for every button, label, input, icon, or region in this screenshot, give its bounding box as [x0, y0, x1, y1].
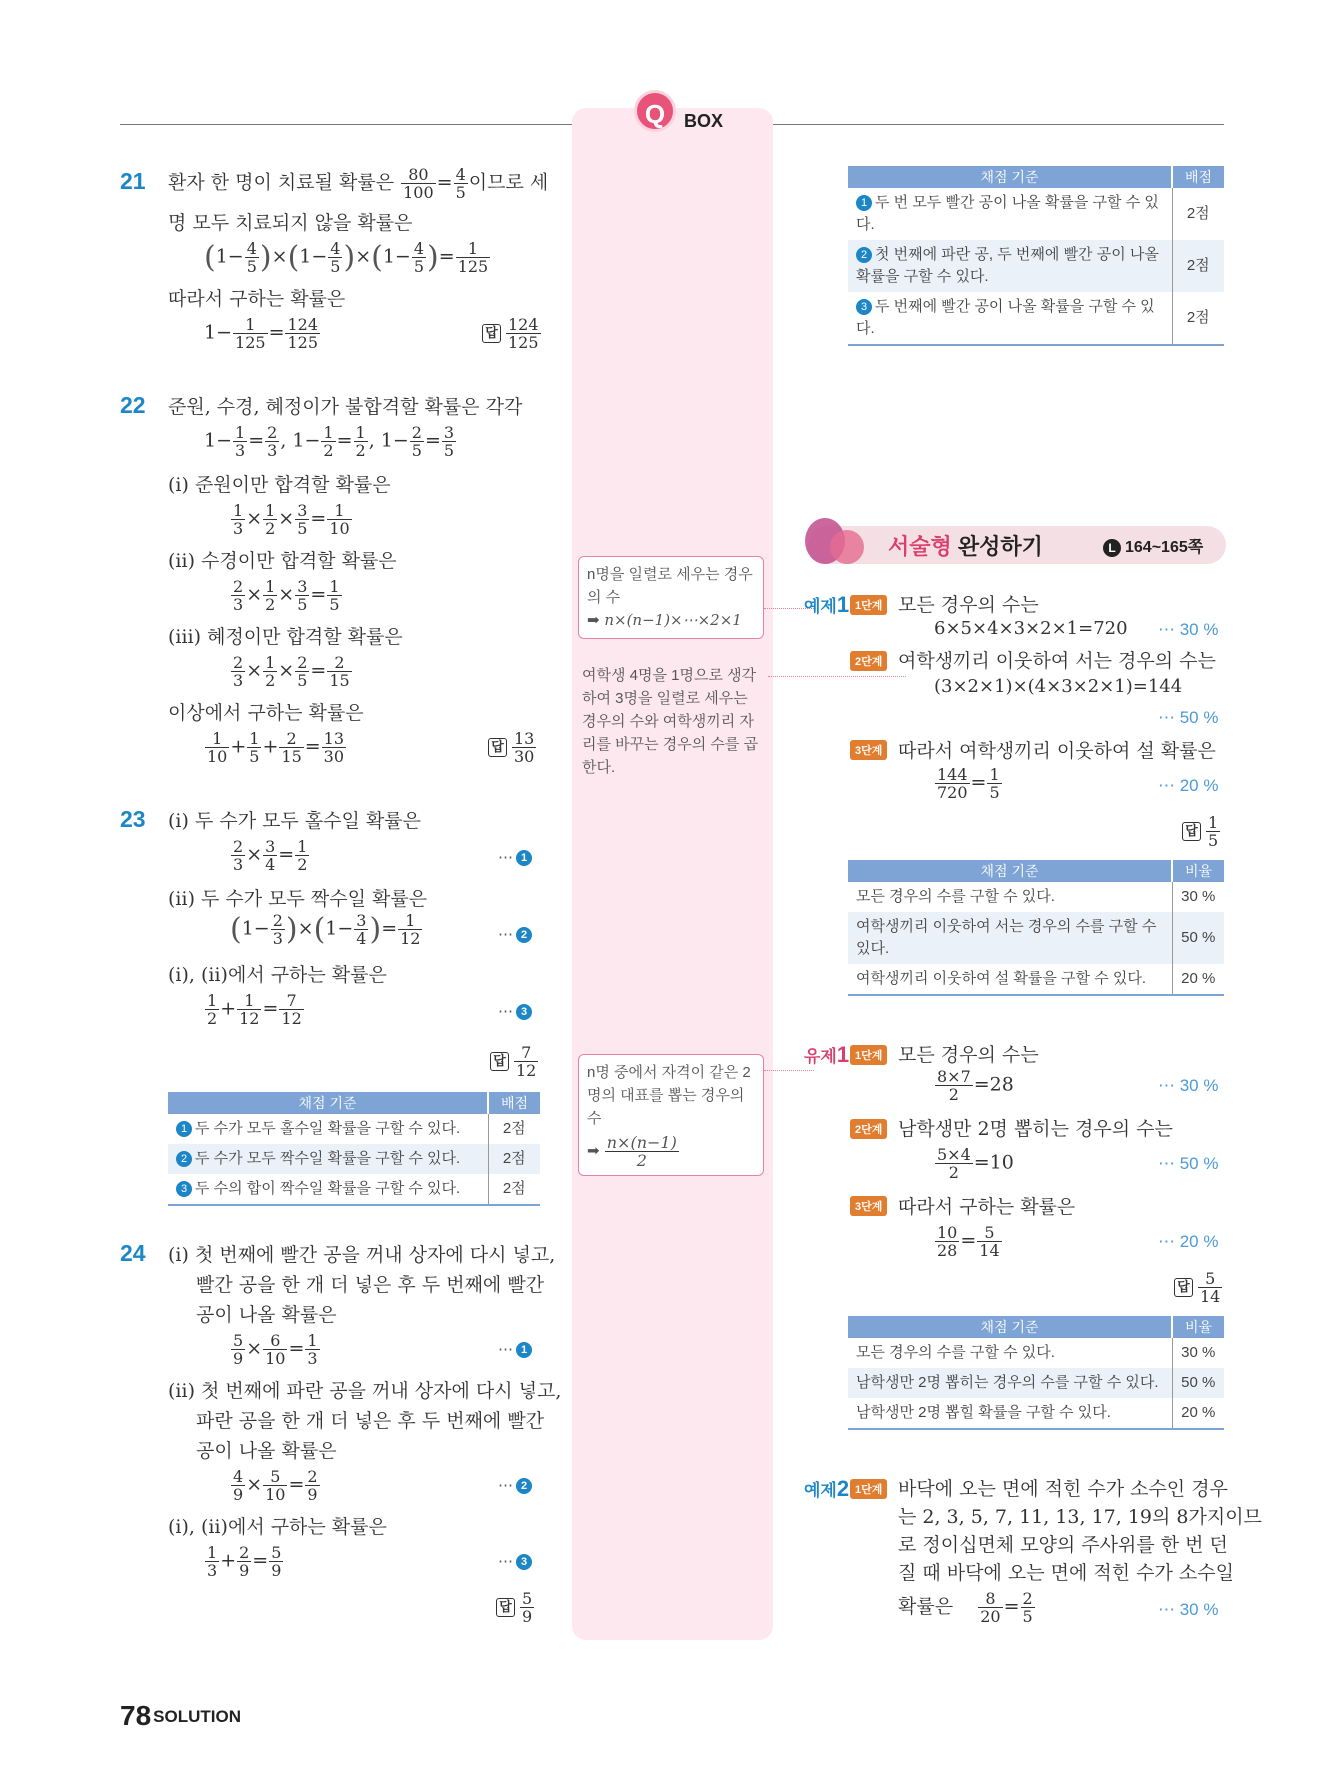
- table-row: 여학생끼리 이웃하여 서는 경우의 수를 구할 수 있다. 50 %: [848, 912, 1224, 964]
- p24-eq1: $\frac{5}{9}$ × $\frac{6}{10}$ = $\frac{1}{3}$: [233, 1331, 318, 1368]
- ratio-20: ⋯ 20 %: [1158, 776, 1219, 795]
- stage-badge: 2단계: [850, 651, 887, 671]
- ex1-s1-eq: 6×5×4×3×2×1=720: [934, 618, 1128, 639]
- step-marker-1: ⋯ 1: [498, 848, 532, 866]
- page-footer: 78 SOLUTION: [120, 1700, 241, 1731]
- answer-icon: 답: [490, 1052, 509, 1071]
- answer-icon: 답: [482, 324, 501, 343]
- q-box-logo: Q: [634, 90, 676, 132]
- ex1-s1-text: 모든 경우의 수는: [898, 594, 1039, 616]
- problem-21-number: 21: [120, 168, 146, 194]
- answer-icon: 답: [1174, 1278, 1193, 1297]
- p24-c2a: (ⅱ) 첫 번째에 파란 공을 꺼내 상자에 다시 넣고,: [168, 1380, 562, 1402]
- p24-c1c: 공이 나올 확률은: [196, 1304, 337, 1326]
- practice-1-label: 유제1: [804, 1042, 850, 1067]
- ex2-line5: 확률은 $\frac{8}{20}$ = $\frac{2}{5}$: [898, 1589, 1033, 1626]
- p22-case3: (ⅲ) 혜정이만 합격할 확률은: [168, 626, 403, 648]
- lesson-icon: L: [1103, 539, 1121, 557]
- ex2-line3: 로 정이십면체 모양의 주사위를 한 번 던: [898, 1534, 1228, 1556]
- p22-eq2: $\frac{2}{3}$ × $\frac{1}{2}$ × $\frac{3}{5}$ = $\frac{1}{5}$: [233, 577, 340, 614]
- section-title: 서술형 완성하기: [888, 534, 1043, 559]
- q-box-label: BOX: [684, 111, 724, 131]
- q-note-combination: n명 중에서 자격이 같은 2 명의 대표를 뽑는 경우의 수 ➡ $\frac{n\times(n-1)}{2}$: [578, 1054, 764, 1176]
- table-row: 1 두 번 모두 빨간 공이 나올 확률을 구할 수 있다. 2점: [848, 188, 1224, 240]
- yu1-s2-text: 남학생만 2명 뽑히는 경우의 수는: [898, 1118, 1173, 1140]
- p22-eq3: $\frac{2}{3}$ × $\frac{1}{2}$ × $\frac{2}{5}$ = $\frac{2}{15}$: [233, 653, 350, 690]
- q-note-adjacent: 여학생 4명을 1명으로 생각 하여 3명을 일렬로 세우는 경우의 수와 여학생끼리 자 리를 바꾸는 경우의 수를 곱 한다.: [582, 667, 759, 776]
- p23-conclusion: (ⅰ), (ⅱ)에서 구하는 확률은: [168, 964, 387, 986]
- stage-badge: 1단계: [850, 1479, 887, 1499]
- step-marker-3: ⋯ 3: [498, 1002, 532, 1020]
- ex1-answer: 답 $\frac{1}{5}$: [1182, 814, 1221, 849]
- step-marker-1: ⋯ 1: [498, 1340, 532, 1358]
- problem-22-number: 22: [120, 392, 146, 418]
- ratio-50: ⋯ 50 %: [1158, 708, 1219, 727]
- ratio-20: ⋯ 20 %: [1158, 1232, 1219, 1251]
- example-1-label: 예제1: [804, 592, 850, 617]
- p22-case1: (ⅰ) 준원이만 합격할 확률은: [168, 474, 391, 496]
- answer-icon: 답: [496, 1598, 515, 1617]
- p23-eq2: (1− $\frac{2}{3}$ )×(1− $\frac{3}{4}$ )= $\frac{1}{12}$: [230, 911, 421, 948]
- p24-c2c: 공이 나올 확률은: [196, 1440, 337, 1462]
- ratio-30: ⋯ 30 %: [1158, 620, 1219, 639]
- ex1-s2-text: 여학생끼리 이웃하여 서는 경우의 수는: [898, 650, 1216, 672]
- p24-conclusion: (ⅰ), (ⅱ)에서 구하는 확률은: [168, 1516, 387, 1538]
- p23-answer: 답 $\frac{7}{12}$: [490, 1044, 539, 1079]
- answer-icon: 답: [488, 738, 507, 757]
- p24-eq2: $\frac{4}{9}$ × $\frac{5}{10}$ = $\frac{2}{9}$: [233, 1467, 318, 1504]
- ratio-30: ⋯ 30 %: [1158, 1600, 1219, 1619]
- banner-decoration: [830, 530, 864, 564]
- stage-badge: 3단계: [850, 1196, 887, 1216]
- fraction: $\frac{4}{5}$: [455, 165, 466, 202]
- problem-24-number: 24: [120, 1240, 146, 1266]
- p21-line4: 따라서 구하는 확률은: [168, 288, 346, 310]
- ratio-30: ⋯ 30 %: [1158, 1076, 1219, 1095]
- ex1-scoring-table: 채점 기준 비율 모든 경우의 수를 구할 수 있다. 30 % 여학생끼리 이웃하여 서는 경우의 수를 구할 수 있다. 50 % 여학생끼리 이웃하여 설 확률을 구할 수 있다. 20 %: [848, 860, 1224, 996]
- p22-eq1: $\frac{1}{3}$ × $\frac{1}{2}$ × $\frac{3}{5}$ = $\frac{1}{10}$: [233, 501, 350, 538]
- p22-answer: 답 $\frac{13}{30}$: [488, 730, 537, 765]
- fraction: $\frac{80}{100}$: [403, 165, 434, 202]
- table-row: 남학생만 2명 뽑히는 경우의 수를 구할 수 있다. 50 %: [848, 1368, 1224, 1398]
- ratio-50: ⋯ 50 %: [1158, 1154, 1219, 1173]
- p24-sum: $\frac{1}{3}$ + $\frac{2}{9}$ = $\frac{5}{9}$: [207, 1543, 282, 1580]
- yu1-s1-eq: $\frac{8\times 7}{2}$ =28: [937, 1067, 1014, 1104]
- p22-conclusion: 이상에서 구하는 확률은: [168, 702, 364, 724]
- ex2-line2: 는 2, 3, 5, 7, 11, 13, 17, 19의 8가지이므: [898, 1506, 1262, 1528]
- p23-sum: $\frac{1}{2}$ + $\frac{1}{12}$ = $\frac{7}{12}$: [207, 991, 302, 1028]
- p24-scoring-table: 채점 기준 배점 1 두 번 모두 빨간 공이 나올 확률을 구할 수 있다. 2점 2 첫 번째에 파란 공, 두 번째에 빨간 공이 나올 확률을 구할 수 있다. 2점 3 두 번째에 빨간 공이 나올 확률을 구할 수 있다. 2점: [848, 166, 1224, 346]
- p21-answer: 답 $\frac{124}{125}$: [482, 316, 542, 351]
- p23-case2: (ⅱ) 두 수가 모두 짝수일 확률은: [168, 888, 428, 910]
- p21-line2: 명 모두 치료되지 않을 확률은: [168, 212, 413, 234]
- p24-c2b: 파란 공을 한 개 더 넣은 후 두 번째에 빨간: [196, 1410, 545, 1432]
- page-reference: L 164~165쪽: [1103, 534, 1203, 557]
- yu1-scoring-table: 채점 기준 비율 모든 경우의 수를 구할 수 있다. 30 % 남학생만 2명 뽑히는 경우의 수를 구할 수 있다. 50 % 남학생만 2명 뽑힐 확률을 구할 수 있다. 20 %: [848, 1316, 1224, 1430]
- ex1-s2-eq: (3×2×1)×(4×3×2×1)=144: [934, 676, 1183, 697]
- yu1-s2-eq: $\frac{5\times 4}{2}$ =10: [937, 1145, 1014, 1182]
- yu1-answer: 답 $\frac{5}{14}$: [1174, 1270, 1223, 1305]
- table-row: 모든 경우의 수를 구할 수 있다. 30 %: [848, 882, 1224, 912]
- table-row: 3 두 수의 합이 짝수일 확률을 구할 수 있다. 2점: [168, 1174, 540, 1205]
- stage-badge: 1단계: [850, 1045, 887, 1065]
- table-row: 2 첫 번째에 파란 공, 두 번째에 빨간 공이 나올 확률을 구할 수 있다. 2점: [848, 240, 1224, 292]
- step-marker-2: ⋯ 2: [498, 1476, 532, 1494]
- table-row: 모든 경우의 수를 구할 수 있다. 30 %: [848, 1338, 1224, 1368]
- table-row: 여학생끼리 이웃하여 설 확률을 구할 수 있다. 20 %: [848, 964, 1224, 995]
- yu1-s3-eq: $\frac{10}{28}$ = $\frac{5}{14}$: [937, 1223, 1000, 1260]
- answer-icon: 답: [1182, 822, 1201, 841]
- q-box-column: [572, 108, 773, 1640]
- yu1-s1-text: 모든 경우의 수는: [898, 1044, 1039, 1066]
- p22-sum: $\frac{1}{10}$ + $\frac{1}{5}$ + $\frac{2}{15}$ = $\frac{13}{30}$: [207, 729, 345, 766]
- step-marker-3: ⋯ 3: [498, 1552, 532, 1570]
- yu1-s3-text: 따라서 구하는 확률은: [898, 1196, 1076, 1218]
- p24-c1a: (ⅰ) 첫 번째에 빨간 공을 꺼내 상자에 다시 넣고,: [168, 1244, 556, 1266]
- p23-case1: (ⅰ) 두 수가 모두 홀수일 확률은: [168, 810, 421, 832]
- example-2-label: 예제2: [804, 1476, 850, 1501]
- stage-badge: 1단계: [850, 595, 887, 615]
- ex1-s3-eq: $\frac{144}{720}$ = $\frac{1}{5}$: [937, 765, 1000, 802]
- p21-expression: (1− $\frac{4}{5}$ )×(1− $\frac{4}{5}$ )×(1− $\frac{4}{5}$ )= $\frac{1}{125}$: [204, 239, 489, 276]
- q-note-permutation: n명을 일렬로 세우는 경우 의 수 ➡ n×(n−1)×⋯×2×1: [578, 556, 764, 639]
- header-rule-left: [120, 124, 572, 125]
- p21-line1: 환자 한 명이 치료될 확률은 $\frac{80}{100}$ = $\frac{4}{5}$ 이므로 세: [168, 165, 549, 202]
- p22-case2: (ⅱ) 수경이만 합격할 확률은: [168, 550, 397, 572]
- table-row: 남학생만 2명 뽑힐 확률을 구할 수 있다. 20 %: [848, 1398, 1224, 1429]
- table-row: 1 두 수가 모두 홀수일 확률을 구할 수 있다. 2점: [168, 1114, 540, 1144]
- stage-badge: 2단계: [850, 1119, 887, 1139]
- p23-scoring-table: 채점 기준 배점 1 두 수가 모두 홀수일 확률을 구할 수 있다. 2점 2 두 수가 모두 짝수일 확률을 구할 수 있다. 2점 3 두 수의 합이 짝수일 확률을 구할 수 있다. 2점: [168, 1092, 540, 1206]
- problem-23-number: 23: [120, 806, 146, 832]
- p22-line1: 준원, 수경, 혜정이가 불합격할 확률은 각각: [168, 396, 523, 418]
- step-marker-2: ⋯ 2: [498, 925, 532, 943]
- ex2-line1: 바닥에 오는 면에 적힌 수가 소수인 경우: [898, 1478, 1228, 1500]
- p23-eq1: $\frac{2}{3}$ × $\frac{3}{4}$ = $\frac{1}{2}$: [233, 837, 308, 874]
- p24-answer: 답 $\frac{5}{9}$: [496, 1590, 535, 1625]
- p21-result: 1− $\frac{1}{125}$ = $\frac{124}{125}$: [204, 315, 319, 352]
- leader-line: [764, 1070, 814, 1071]
- header-rule-right: [773, 124, 1224, 125]
- ex1-s3-text: 따라서 여학생끼리 이웃하여 설 확률은: [898, 740, 1216, 762]
- table-row: 3 두 번째에 빨간 공이 나올 확률을 구할 수 있다. 2점: [848, 292, 1224, 345]
- table-row: 2 두 수가 모두 짝수일 확률을 구할 수 있다. 2점: [168, 1144, 540, 1174]
- leader-line: [768, 676, 906, 677]
- stage-badge: 3단계: [850, 740, 887, 760]
- p24-c1b: 빨간 공을 한 개 더 넣은 후 두 번째에 빨간: [196, 1274, 545, 1296]
- ex2-line4: 질 때 바닥에 오는 면에 적힌 수가 소수일: [898, 1562, 1234, 1584]
- p22-probs: 1− $\frac{1}{3}$ = $\frac{2}{3}$ , 1− $\frac{1}{2}$ = $\frac{1}{2}$ , 1− $\frac{2}{5}$ = $\frac{3}{5}$: [204, 423, 455, 460]
